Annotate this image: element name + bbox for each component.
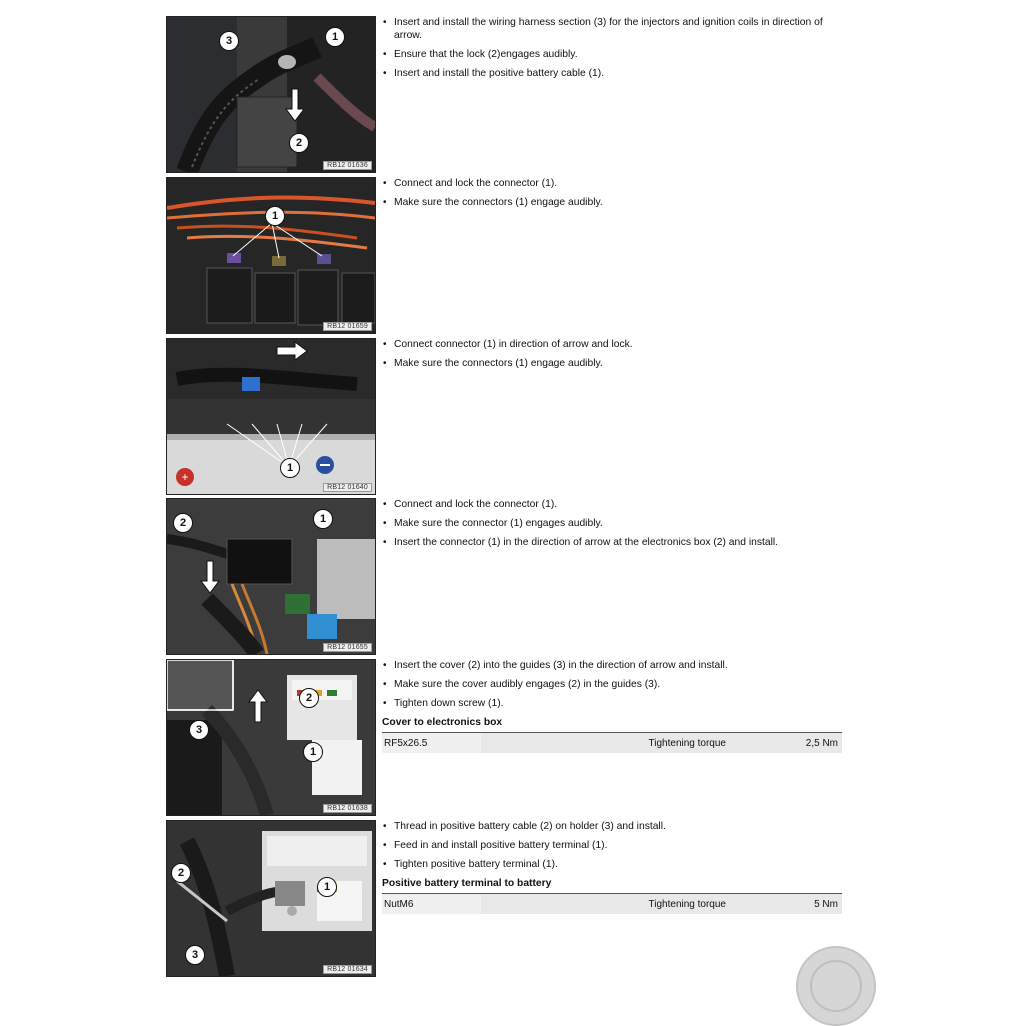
label-cell: Tightening torque (481, 894, 766, 915)
value-cell: 5 Nm (766, 894, 842, 915)
callout-2: 2 (171, 863, 191, 883)
bullet: • Insert and install the positive battery cable (1). (382, 67, 844, 80)
part-cell: NutM6 (382, 894, 481, 915)
bullet: • Insert the cover (2) into the guides (3) in the direction of arrow and install. (382, 659, 844, 672)
callout-1: 1 (265, 206, 285, 226)
image-reference: RB12 01636 (323, 161, 372, 170)
image-reference: RB12 01634 (323, 965, 372, 974)
bullet: • Make sure the connector (1) engages audibly. (382, 517, 844, 530)
callout-3: 3 (219, 31, 239, 51)
bullet: • Tighten down screw (1). (382, 697, 844, 710)
table-row (382, 894, 842, 915)
step-6-photo (166, 820, 376, 977)
step-3-text (382, 338, 844, 376)
callout-1: 1 (325, 27, 345, 47)
callout-1: 1 (303, 742, 323, 762)
step-2-photo (166, 177, 376, 334)
bullet: • Thread in positive battery cable (2) on holder (3) and install. (382, 820, 844, 833)
bullet: • Make sure the connectors (1) engage audibly. (382, 357, 844, 370)
image-reference: RB12 01655 (323, 643, 372, 652)
step-1-photo (166, 16, 376, 173)
part-cell: RF5x26.5 (382, 733, 481, 754)
bullet: • Make sure the connectors (1) engage audibly. (382, 196, 844, 209)
step-4-text (382, 498, 844, 555)
callout-2: 2 (299, 688, 319, 708)
bullet: • Connect connector (1) in direction of arrow and lock. (382, 338, 844, 351)
image-reference: RB12 01640 (323, 483, 372, 492)
step-6-text (382, 820, 844, 914)
svg-text:+: + (181, 470, 189, 484)
torque-table-title: Cover to electronics box (382, 717, 503, 728)
seal-ring (810, 960, 862, 1012)
bullet: • Connect and lock the connector (1). (382, 498, 844, 511)
callout-1: 1 (317, 877, 337, 897)
callout-3: 3 (185, 945, 205, 965)
watermark-seal (796, 946, 876, 1026)
torque-table-title: Positive battery terminal to battery (382, 878, 552, 889)
bullet: • Make sure the cover audibly engages (2) in the guides (3). (382, 678, 844, 691)
callout-2: 2 (289, 133, 309, 153)
torque-table (382, 893, 842, 914)
table-row (382, 733, 842, 754)
step-5-text (382, 659, 844, 753)
bullet: • Tighten positive battery terminal (1). (382, 858, 844, 871)
bullet: • Insert and install the wiring harness section (3) for the injectors and ignition coils in direction of arrow. (382, 16, 844, 42)
image-reference: RB12 01659 (323, 322, 372, 331)
bullet: • Feed in and install positive battery terminal (1). (382, 839, 844, 852)
step-4-photo (166, 498, 376, 655)
torque-table (382, 732, 842, 753)
callout-2: 2 (173, 513, 193, 533)
value-cell: 2,5 Nm (766, 733, 842, 754)
bullet: • Connect and lock the connector (1). (382, 177, 844, 190)
image-reference: RB12 01638 (323, 804, 372, 813)
step-3-photo (166, 338, 376, 495)
label-cell: Tightening torque (481, 733, 766, 754)
step-1-text (382, 16, 844, 86)
step-2-text (382, 177, 844, 215)
callout-3: 3 (189, 720, 209, 740)
bullet: • Insert the connector (1) in the direction of arrow at the electronics box (2) and install. (382, 536, 844, 549)
callout-1: 1 (280, 458, 300, 478)
step-5-photo (166, 659, 376, 816)
callout-1: 1 (313, 509, 333, 529)
bullet: • Ensure that the lock (2)engages audibly. (382, 48, 844, 61)
